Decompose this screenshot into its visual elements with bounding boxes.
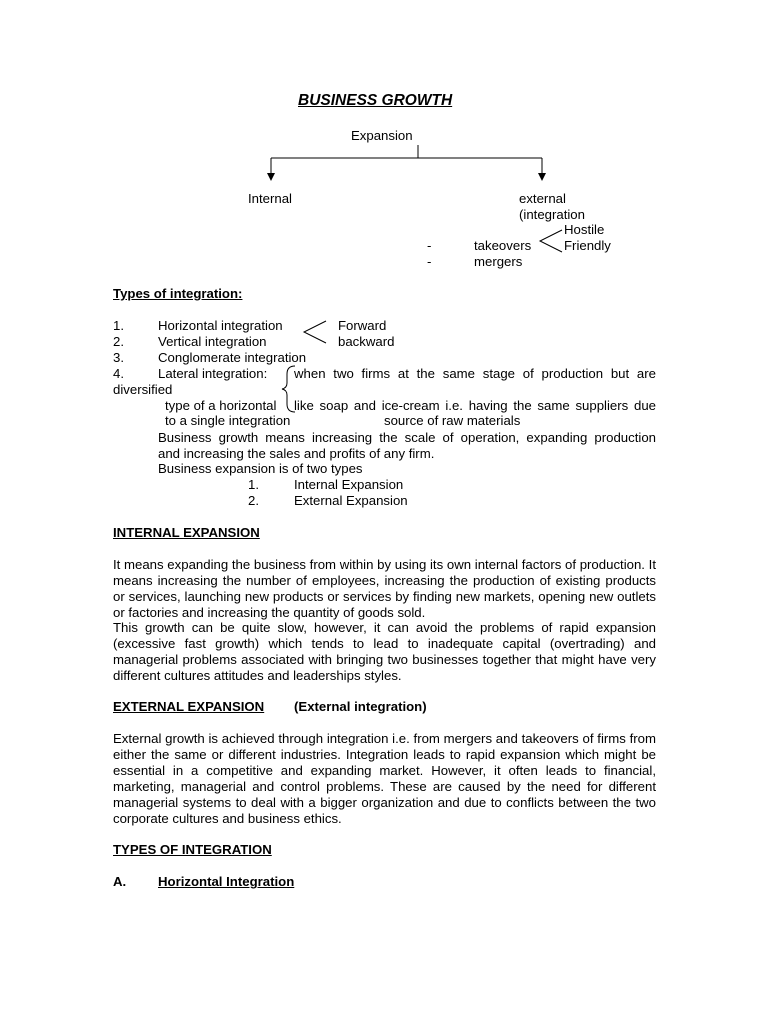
list-item-lateral: Lateral integration: (158, 366, 268, 381)
list-number-1: 1. (113, 318, 124, 333)
lateral-left-line2: type of a horizontal (165, 398, 277, 413)
internal-expansion-paragraph-1: It means expanding the business from within by using its own internal factors of production. It means increasing the number of employees, increasing the production of existing products or services, launching new products or services by finding new markets, opening new outlets or factories and increasing the quantity of goods sold. (113, 557, 656, 620)
backward-label: backward (338, 334, 395, 349)
list-item-conglomerate: Conglomerate integration (158, 350, 307, 365)
external-expansion-paragraph: External growth is achieved through integration i.e. from mergers and takeovers of firms from either the same or different industries. Integration leads to rapid expansion which might be essential in a competitive and expanding market. However, it often leads to financial, marketing, managerial and control problems. These are caused by the need for different managerial systems to deal with a bigger organization and due to conflicts between the two corporate cultures and business ethics. (113, 731, 656, 826)
expansion-type-external: External Expansion (294, 493, 408, 508)
tree-dash-1: - (427, 238, 432, 253)
lateral-description-line3: source of raw materials (384, 413, 521, 428)
list-item-vertical: Vertical integration (158, 334, 267, 349)
lateral-left-line3: to a single integration (165, 413, 291, 428)
list-item-horizontal: Horizontal integration (158, 318, 283, 333)
lateral-description-line1: when two firms at the same stage of production but are (294, 366, 656, 381)
tree-mergers-label: mergers (474, 254, 523, 269)
tree-friendly-label: Friendly (564, 238, 611, 253)
forward-label: Forward (338, 318, 387, 333)
list-number-2: 2. (113, 334, 124, 349)
growth-definition-line1: Business growth means increasing the scale of operation, expanding production (158, 430, 656, 445)
tree-external-label: external (519, 191, 566, 206)
internal-expansion-heading: INTERNAL EXPANSION (113, 525, 260, 540)
tree-dash-2: - (427, 254, 432, 269)
tree-hostile-label: Hostile (564, 222, 605, 237)
list-number-4: 4. (113, 366, 124, 381)
internal-expansion-paragraph-2: This growth can be quite slow, however, it can avoid the problems of rapid expansion (excessive fast growth) which tends to lead to inadequate capital (overtrading) and managerial problems associated with bringing two businesses together that might have very different cultures attitudes and leaderships styles. (113, 620, 656, 683)
tree-integration-label: (integration (519, 207, 585, 222)
types-of-integration-heading: TYPES OF INTEGRATION (113, 842, 272, 857)
types-heading: Types of integration: (113, 286, 243, 301)
expansion-number-1: 1. (248, 477, 259, 492)
page-title: BUSINESS GROWTH (298, 92, 453, 109)
lateral-description-line2: like soap and ice-cream i.e. having the same suppliers due (294, 398, 656, 413)
tree-takeovers-label: takeovers (474, 238, 532, 253)
tree-root-label: Expansion (351, 128, 413, 143)
expansion-type-internal: Internal Expansion (294, 477, 404, 492)
list-number-3: 3. (113, 350, 124, 365)
expansion-number-2: 2. (248, 493, 259, 508)
section-a-title: Horizontal Integration (158, 874, 295, 889)
section-a-label: A. (113, 874, 127, 889)
growth-types-intro: Business expansion is of two types (158, 461, 363, 476)
growth-definition-line2: and increasing the sales and profits of any firm. (158, 446, 435, 461)
external-integration-subheading: (External integration) (294, 699, 427, 714)
external-expansion-heading: EXTERNAL EXPANSION (113, 699, 265, 714)
lateral-diversified: diversified (113, 382, 173, 397)
tree-internal-label: Internal (248, 191, 292, 206)
